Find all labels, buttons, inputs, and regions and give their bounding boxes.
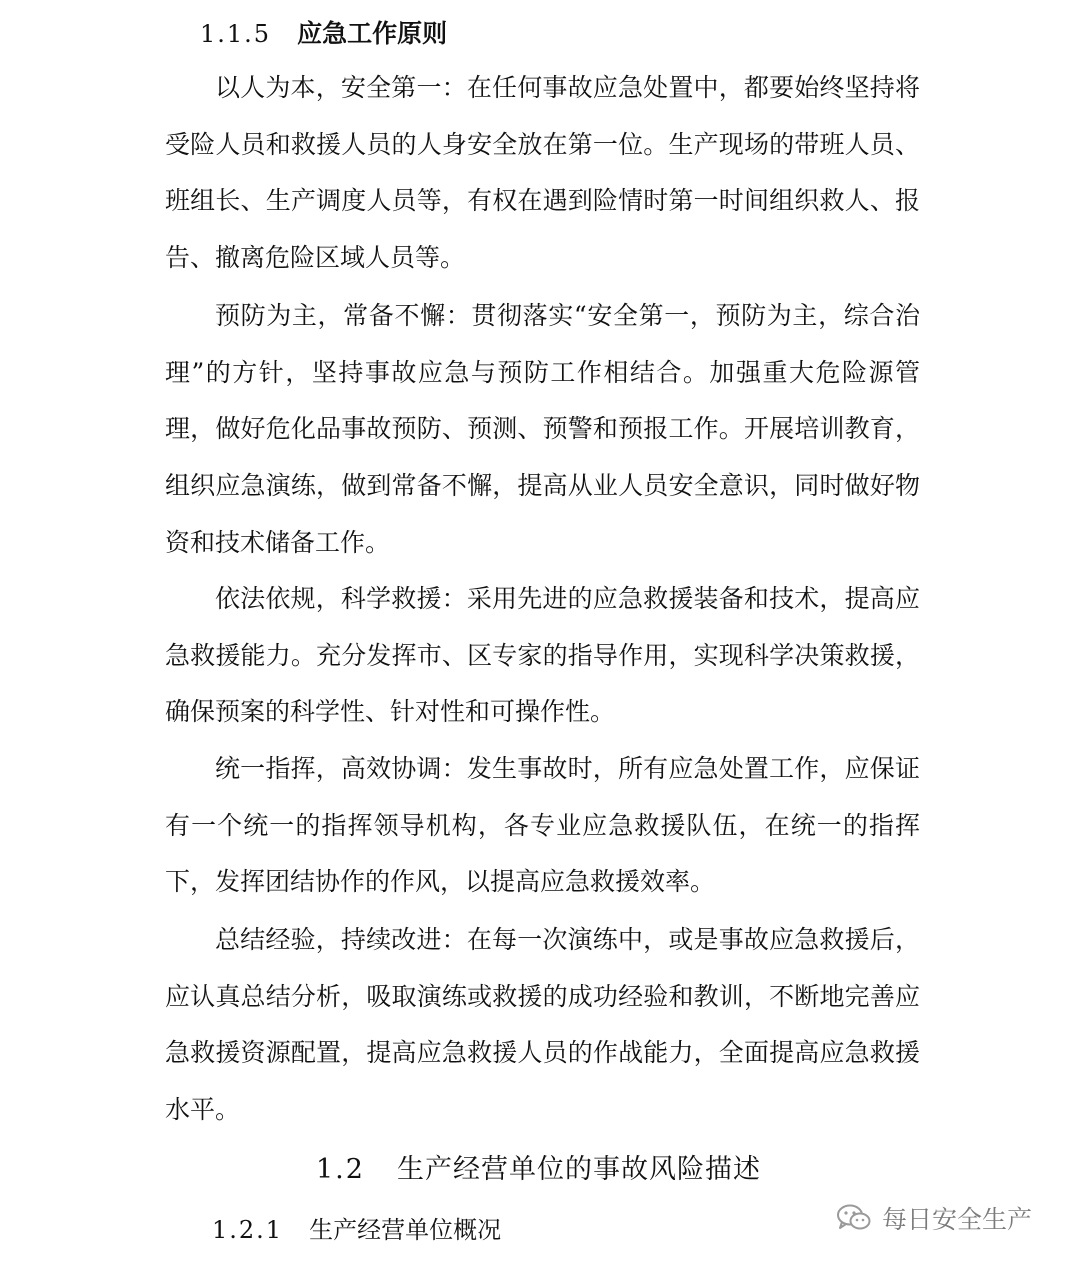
section-number: 1.1.5 — [200, 20, 272, 48]
section-title: 生产经营单位的事故风险描述 — [396, 1154, 761, 1185]
paragraph-scientific-rescue: 依法依规，科学救援：采用先进的应急救援装备和技术，提高应急救援能力。充分发挥市、区专家的指导作用，实现科学决策救援，确保预案的科学性、针对性和可操作性。 — [165, 584, 920, 727]
paragraph-unified-command: 统一指挥，高效协调：发生事故时，所有应急处置工作，应保证有一个统一的指挥领导机构，各专业应急救援队伍，在统一的指挥下，发挥团结协作的作风，以提高应急救援效率。 — [165, 754, 920, 897]
wechat-icon — [836, 1203, 872, 1233]
section-number: 1.2.1 — [212, 1216, 284, 1244]
watermark-text: 每日安全生产 — [882, 1205, 1033, 1234]
watermark — [836, 1198, 1032, 1238]
section-heading-1-1-5 — [200, 14, 447, 54]
section-heading-1-2 — [316, 1148, 761, 1192]
section-title: 生产经营单位概况 — [309, 1216, 502, 1244]
section-number: 1.2 — [316, 1154, 365, 1185]
section-title: 应急工作原则 — [297, 19, 448, 48]
paragraph-prevention-first: 预防为主，常备不懈：贯彻落实“安全第一，预防为主，综合治理”的方针，坚持事故应急与预防工作相结合。加强重大危险源管理，做好危化品事故预防、预测、预警和预报工作。开展培训教育，组织应急演练，做到常备不懈，提高从业人员安全意识，同时做好物资和技术储备工作。 — [165, 301, 920, 557]
section-heading-1-2-1 — [212, 1208, 501, 1252]
paragraph-people-first: 以人为本，安全第一：在任何事故应急处置中，都要始终坚持将受险人员和救援人员的人身安全放在第一位。生产现场的带班人员、班组长、生产调度人员等，有权在遇到险情时第一时间组织救人、报告、撤离危险区域人员等。 — [165, 73, 920, 273]
paragraph-continuous-improvement: 总结经验，持续改进：在每一次演练中，或是事故应急救援后，应认真总结分析，吸取演练或救援的成功经验和教训，不断地完善应急救援资源配置，提高应急救援人员的作战能力，全面提高应急救援水平。 — [165, 925, 920, 1125]
